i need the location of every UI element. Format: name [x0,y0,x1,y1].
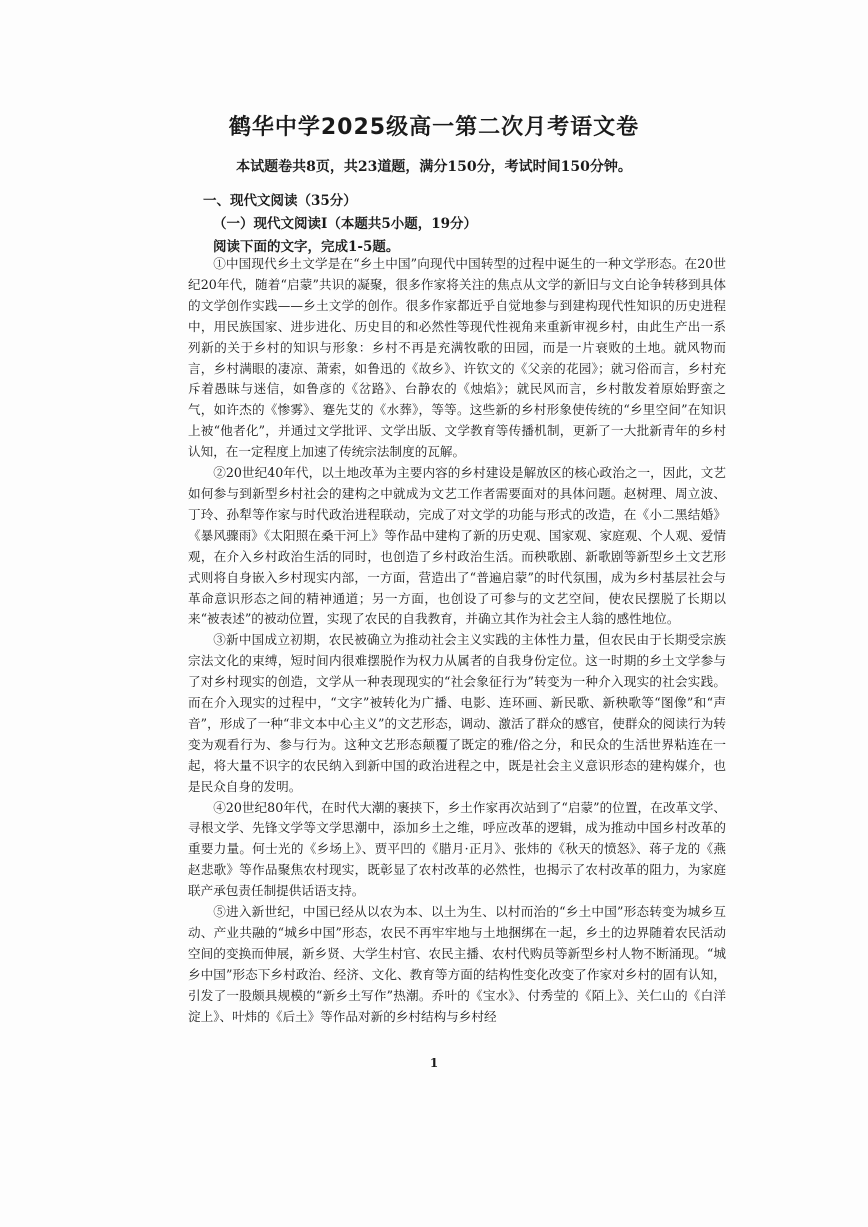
paragraph-3: ③新中国成立初期，农民被确立为推动社会主义实践的主体性力量，但农民由于长期受宗族宗法文化的束缚，短时间内很难摆脱作为权力从属者的自我身份定位。这一时期的乡土文学参与了对乡村现实的创造，文学从一种表现现实的“社会象征行为”转变为一种介入现实的社会实践。而在介入现实的过程中，“文字”被转化为广播、电影、连环画、新民歌、新秧歌等“图像”和“声音”，形成了一种“非文本中心主义”的文艺形态，调动、激活了群众的感官，使群众的阅读行为转变为观看行为、参与行为。这种文艺形态颠覆了既定的雅/俗之分，和民众的生活世界粘连在一起，将大量不识字的农民纳入到新中国的政治进程之中，既是社会主义意识形态的建构媒介，也是民众自身的发明。 [188,632,726,794]
paragraph-5: ⑤进入新世纪，中国已经从以农为本、以土为生、以村而治的“乡土中国”形态转变为城乡互动、产业共融的“城乡中国”形态，农民不再牢牢地与土地捆绑在一起，乡土的边界随着农民活动空间的变换而伸展，新乡贤、大学生村官、农民主播、农村代购员等新型乡村人物不断涌现。“城乡中国”形态下乡村政治、经济、文化、教育等方面的结构性变化改变了作家对乡村的固有认知，引发了一股颇具规模的“新乡土写作”热潮。乔叶的《宝水》、付秀莹的《陌上》、关仁山的《白洋淀上》、叶炜的《后土》等作品对新的乡村结构与乡村经 [188,904,726,1024]
page-number: 1 [429,1056,439,1070]
section-heading: 一、现代文阅读（35分） [203,193,357,209]
sub-section-heading: （一）现代文阅读Ⅰ（本题共5小题，19分） [213,216,477,232]
exam-subtitle: 本试题卷共8页，共23道题，满分150分，考试时间150分钟。 [236,159,632,175]
reading-instruction: 阅读下面的文字，完成1-5题。 [213,239,400,255]
paragraph-2: ②20世纪40年代，以土地改革为主要内容的乡村建设是解放区的核心政治之一，因此，文艺如何参与到新型乡村社会的建构之中就成为文艺工作者需要面对的具体问题。赵树理、周立波、丁玲、孙犁等作家与时代政治进程联动，完成了对文学的功能与形式的改造，在《小二黑结婚》《暴风骤雨》《太阳照在桑干河上》等作品中建构了新的历史观、国家观、家庭观、个人观、爱情观，在介入乡村政治生活的同时，也创造了乡村政治生活。而秧歌剧、新歌剧等新型乡土文艺形式则将自身嵌入乡村现实内部，一方面，营造出了“普遍启蒙”的时代氛围，成为乡村基层社会与革命意识形态之间的精神通道；另一方面，也创设了可参与的文艺空间，使农民摆脱了长期以来“被表述”的被动位置，实现了农民的自我教育，并确立其作为社会主人翁的感性地位。 [188,465,726,627]
paragraph-4: ④20世纪80年代，在时代大潮的裹挟下，乡土作家再次站到了“启蒙”的位置，在改革文学、寻根文学、先锋文学等文学思潮中，添加乡土之维，呼应改革的逻辑，成为推动中国乡村改革的重要力量。何士光的《乡场上》、贾平凹的《腊月·正月》、张炜的《秋天的愤怒》、蒋子龙的《燕赵悲歌》等作品聚焦农村现实，既彰显了农村改革的必然性，也揭示了农村改革的阻力，为家庭联产承包责任制提供话语支持。 [188,799,726,899]
exam-title: 鹤华中学2025级高一第二次月考语文卷 [228,115,640,140]
reading-passage [188,254,726,1028]
paragraph-1: ①中国现代乡土文学是在“乡土中国”向现代中国转型的过程中诞生的一种文学形态。在20世纪20年代，随着“启蒙”共识的凝聚，很多作家将关注的焦点从文学的新旧与文白论争转移到具体的文学创作实践——乡土文学的创作。很多作家都近乎自觉地参与到建构现代性知识的历史进程中，用民族国家、进步进化、历史目的和必然性等现代性视角来重新审视乡村，由此生产出一系列新的关于乡村的知识与形象：乡村不再是充满牧歌的田园，而是一片衰败的土地。就风物而言，乡村满眼的凄凉、萧索，如鲁迅的《故乡》、许钦文的《父亲的花园》；就习俗而言，乡村充斥着愚昧与迷信，如鲁彦的《岔路》、台静农的《烛焰》；就民风而言，乡村散发着原始野蛮之气，如许杰的《惨雾》、蹇先艾的《水葬》，等等。这些新的乡村形象使传统的“乡里空间”在知识上被“他者化”，并通过文学批评、文学出版、文学教育等传播机制，更新了一大批新青年的乡村认知，在一定程度上加速了传统宗法制度的瓦解。 [188,256,726,460]
